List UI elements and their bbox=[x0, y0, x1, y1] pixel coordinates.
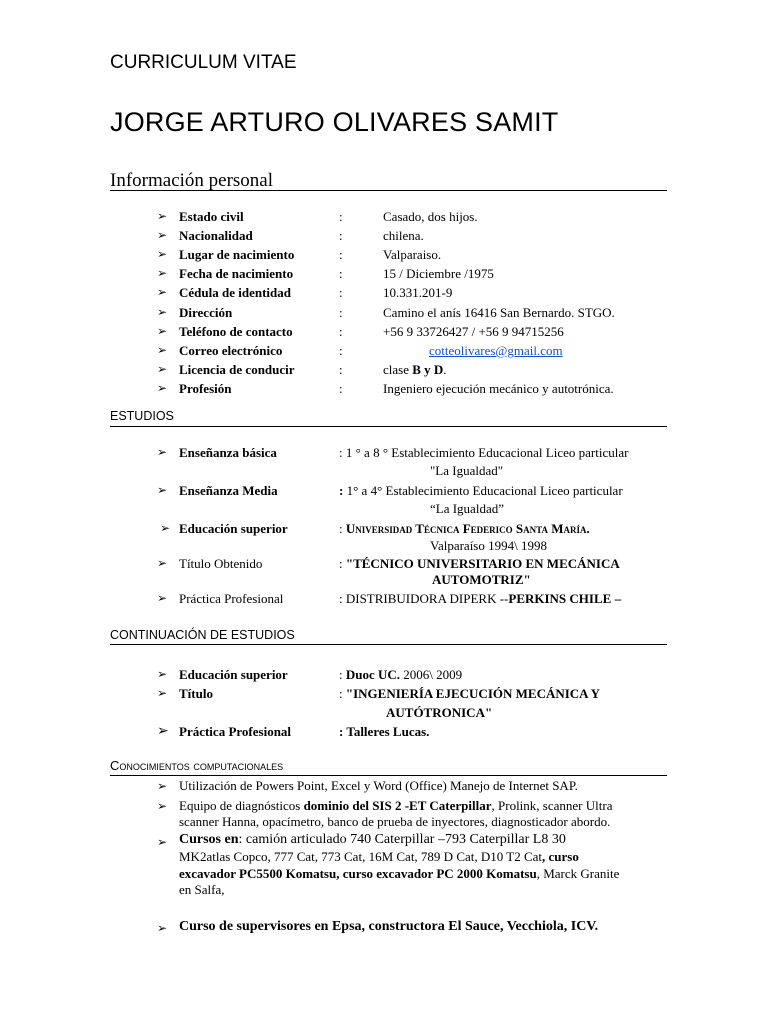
section-divider bbox=[110, 775, 667, 776]
computacion-item-cursos-line3: excavador PC5500 Komatsu, curso excavador PC 2000 Komatsu, Marck Granite bbox=[179, 866, 620, 881]
estudios-basica-label: Enseñanza básica bbox=[179, 445, 277, 460]
computacion-item-diagnostico: Equipo de diagnósticos dominio del SIS 2 -ET Caterpillar, Prolink, scanner Ultra bbox=[179, 798, 613, 813]
arrowhead-bullet-icon: ➢ bbox=[157, 591, 168, 605]
estudios-superior-label: Educación superior bbox=[179, 521, 288, 536]
personal-row-value: Casado, dos hijos. bbox=[383, 209, 478, 224]
computacion-item-cursos-line2: MK2atlas Copco, 777 Cat, 773 Cat, 16M Cat, 789 D Cat, D10 T2 Cat, curso bbox=[179, 849, 579, 864]
arrowhead-bullet-icon: ➢ bbox=[157, 724, 169, 739]
personal-row-value: clase B y D. bbox=[383, 362, 447, 377]
personal-row-value: Camino el anís 16416 San Bernardo. STGO. bbox=[383, 305, 615, 320]
arrowhead-bullet-icon: ➢ bbox=[157, 445, 168, 459]
personal-row-value: 10.331.201-9 bbox=[383, 285, 453, 300]
estudios-media-label: Enseñanza Media bbox=[179, 483, 278, 498]
estudios-media-value: : 1° a 4° Establecimiento Educacional Liceo particular bbox=[339, 483, 623, 498]
personal-row-value: chilena. bbox=[383, 228, 424, 243]
document-heading: CURRICULUM VITAE bbox=[110, 52, 297, 73]
personal-row-separator: : bbox=[339, 209, 343, 224]
computacion-item-cursos-line4: en Salfa, bbox=[179, 882, 225, 897]
arrowhead-bullet-icon: ➢ bbox=[157, 285, 168, 299]
personal-row-separator: : bbox=[339, 285, 343, 300]
continuacion-titulo-value-line2: AUTÓTRONICA" bbox=[386, 705, 493, 720]
personal-row-label: Nacionalidad bbox=[179, 228, 253, 243]
arrowhead-bullet-icon: ➢ bbox=[157, 686, 168, 700]
personal-row-value: Ingeniero ejecución mecánico y autotrónica. bbox=[383, 381, 614, 396]
arrowhead-bullet-icon: ➢ bbox=[157, 667, 168, 681]
arrowhead-bullet-icon: ➢ bbox=[157, 266, 168, 280]
personal-row-separator: : bbox=[339, 343, 343, 358]
arrowhead-bullet-icon: ➢ bbox=[157, 209, 168, 223]
personal-row-label: Licencia de conducir bbox=[179, 362, 295, 377]
continuacion-practica-value: : Talleres Lucas. bbox=[339, 724, 430, 739]
continuacion-superior-label: Educación superior bbox=[179, 667, 288, 682]
arrowhead-bullet-icon: ➢ bbox=[157, 247, 168, 261]
arrowhead-bullet-icon: ➢ bbox=[157, 228, 168, 242]
continuacion-titulo-label: Título bbox=[179, 686, 213, 701]
section-divider bbox=[110, 644, 667, 645]
personal-row-label: Fecha de nacimiento bbox=[179, 266, 294, 281]
section-title-personal: Información personal bbox=[110, 170, 274, 191]
arrowhead-bullet-icon: ➢ bbox=[157, 835, 168, 849]
continuacion-practica-label: Práctica Profesional bbox=[179, 724, 292, 739]
personal-row-label: Correo electrónico bbox=[179, 343, 283, 358]
arrowhead-bullet-icon: ➢ bbox=[157, 799, 168, 813]
computacion-item-office: Utilización de Powers Point, Excel y Word (Office) Manejo de Internet SAP. bbox=[179, 778, 578, 793]
personal-row-label: Teléfono de contacto bbox=[179, 324, 293, 339]
computacion-item-supervisores: Curso de supervisores en Epsa, constructora El Sauce, Vecchiola, ICV. bbox=[179, 919, 599, 934]
estudios-practica-value: : DISTRIBUIDORA DIPERK --PERKINS CHILE – bbox=[339, 591, 622, 606]
arrowhead-bullet-icon: ➢ bbox=[157, 556, 168, 570]
section-divider bbox=[110, 190, 667, 191]
personal-row-separator: : bbox=[339, 381, 343, 396]
arrowhead-bullet-icon: ➢ bbox=[157, 343, 168, 357]
computacion-item-diagnostico-line2: scanner Hanna, opacímetro, banco de prueba de inyectores, diagnosticador abordo. bbox=[179, 814, 611, 829]
candidate-name: JORGE ARTURO OLIVARES SAMIT bbox=[110, 107, 559, 137]
estudios-media-value-line2: “La Igualdad” bbox=[430, 501, 504, 516]
section-title-computacion: Conocimientos computacionales bbox=[110, 758, 284, 773]
personal-row-label: Lugar de nacimiento bbox=[179, 247, 295, 262]
arrowhead-bullet-icon: ➢ bbox=[157, 921, 168, 935]
personal-row-separator: : bbox=[339, 247, 343, 262]
personal-row-separator: : bbox=[339, 266, 343, 281]
arrowhead-bullet-icon: ➢ bbox=[157, 779, 168, 793]
personal-row-label: Dirección bbox=[179, 305, 233, 320]
arrowhead-bullet-icon: ➢ bbox=[157, 305, 168, 319]
section-title-estudios: ESTUDIOS bbox=[110, 409, 174, 423]
arrowhead-bullet-icon: ➢ bbox=[157, 483, 168, 497]
estudios-basica-value: : 1 ° a 8 ° Establecimiento Educacional Liceo particular bbox=[339, 445, 629, 460]
personal-row-separator: : bbox=[339, 305, 343, 320]
section-title-continuacion: CONTINUACIÓN DE ESTUDIOS bbox=[110, 628, 295, 642]
personal-row-value: +56 9 33726427 / +56 9 94715256 bbox=[383, 324, 564, 339]
personal-row-label: Estado civil bbox=[179, 209, 244, 224]
personal-row-label: Cédula de identidad bbox=[179, 285, 291, 300]
email-link-text[interactable]: cotteolivares@gmail.com bbox=[429, 343, 563, 358]
arrowhead-bullet-icon: ➢ bbox=[157, 362, 168, 376]
computacion-item-cursos: Cursos en: camión articulado 740 Caterpillar –793 Caterpillar L8 30 bbox=[179, 832, 566, 847]
arrowhead-bullet-icon: ➢ bbox=[157, 381, 168, 395]
estudios-practica-label: Práctica Profesional bbox=[179, 591, 284, 606]
personal-row-separator: : bbox=[339, 228, 343, 243]
estudios-basica-value-line2: "La Igualdad" bbox=[430, 463, 504, 478]
estudios-titulo-label: Título Obtenido bbox=[179, 556, 263, 571]
personal-row-separator: : bbox=[339, 324, 343, 339]
continuacion-titulo-value: : "INGENIERÍA EJECUCIÓN MECÁNICA Y bbox=[339, 686, 601, 701]
estudios-titulo-value-line2: AUTOMOTRIZ" bbox=[432, 572, 531, 587]
estudios-superior-value-line2: Valparaíso 1994\ 1998 bbox=[430, 538, 547, 553]
arrowhead-bullet-icon: ➢ bbox=[157, 324, 168, 338]
arrowhead-bullet-icon: ➢ bbox=[160, 521, 171, 535]
estudios-titulo-value: : "TÉCNICO UNIVERSITARIO EN MECÁNICA bbox=[339, 556, 620, 571]
email-link[interactable] bbox=[429, 343, 563, 359]
personal-row-label: Profesión bbox=[179, 381, 232, 396]
personal-row-value: 15 / Diciembre /1975 bbox=[383, 266, 494, 281]
estudios-superior-value: : Universidad Técnica Federico Santa María. bbox=[339, 521, 590, 536]
personal-row-separator: : bbox=[339, 362, 343, 377]
continuacion-superior-value: : Duoc UC. 2006\ 2009 bbox=[339, 667, 463, 682]
personal-row-value: Valparaiso. bbox=[383, 247, 442, 262]
section-divider bbox=[110, 426, 667, 427]
